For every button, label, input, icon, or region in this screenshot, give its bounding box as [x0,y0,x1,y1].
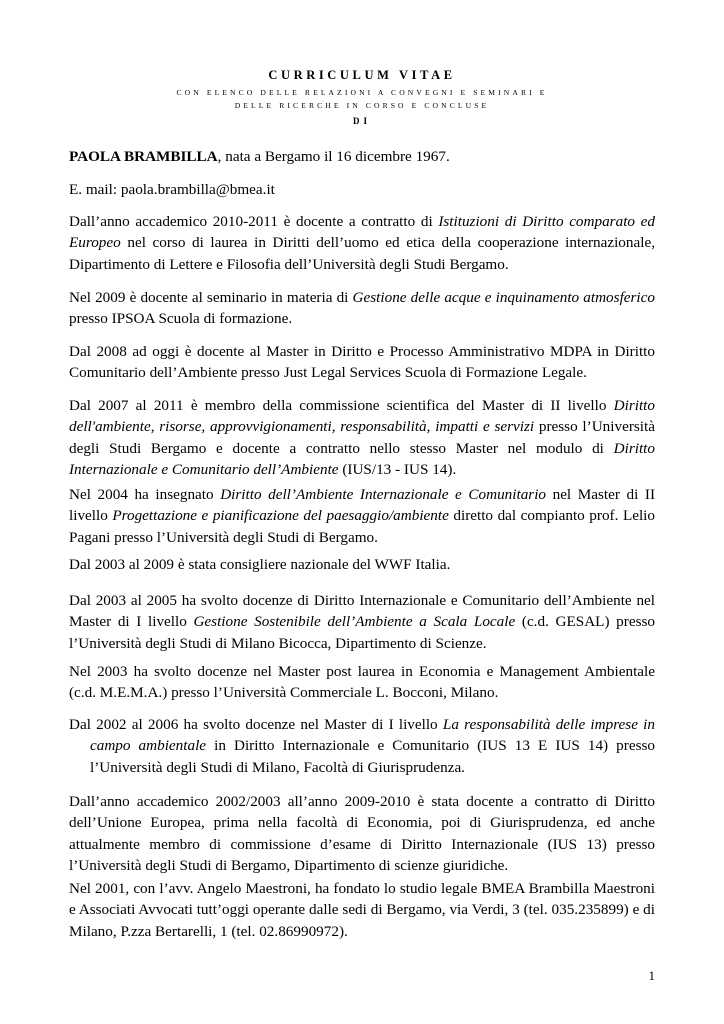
document-title: CURRICULUM VITAE [268,68,456,82]
text: Dal 2002 al 2006 ha svolto docenze nel Master di I livello [69,716,443,733]
text: nel corso di laurea in Diritti dell’uomo ed etica della cooperazione internazionale, Dipartimento di Lettere e Filosofia dell’Università degli Studi Bergamo. [69,234,655,273]
master-title: Gestione Sostenibile dell’Ambiente a Scala Locale [193,613,516,631]
text: nel Master di II livello [69,486,655,525]
paragraph-2008: Dal 2008 ad oggi è docente al Master in Diritto e Processo Amministrativo MDPA in Diritto Comunitario dell’Ambiente presso Just Legal Services Scuola di Formazione Legale. [69,343,655,382]
subtitle-line-1: CON ELENCO DELLE RELAZIONI A CONVEGNI E SEMINARI E [176,88,548,97]
text: Dall’anno accademico 2010-2011 è docente a contratto di [69,213,439,230]
text: presso l’Università degli Studi Bergamo e docente a contratto nello stesso Master nel modulo di [69,418,655,457]
text: Nel 2004 ha insegnato [69,486,221,503]
master-title: La responsabilità delle imprese in campo ambientale [90,716,655,755]
text: (c.d. GESAL) presso l’Università degli Studi di Milano Bicocca, Dipartimento di Scienze. [69,613,655,652]
paragraph-2004 [69,484,655,548]
text: presso IPSOA Scuola di formazione. [69,310,293,328]
paragraph-2002-2003: Dall’anno accademico 2002/2003 all’anno 2009-2010 è stata docente a contratto di Diritto dell’Unione Europea, prima nella facoltà di Economia, poi di Giurisprudenza, ed anche attualmente membro di commissione d’esame di Diritto Internazionale (IUS 13) presso l’Università degli Studi di Bergamo, Dipartimento di scienze giuridiche. [69,793,655,875]
subtitle-di: DI [352,116,371,126]
text: Nel 2009 è docente al seminario in materia di [69,289,353,306]
paragraph-wwf: Dal 2003 al 2009 è stata consigliere nazionale del WWF Italia. [69,556,451,573]
paragraph-name-birth [69,146,655,167]
paragraph-2002-2006 [69,714,655,778]
page-number: 1 [648,968,655,983]
text: Dal 2007 al 2011 è membro della commissione scientifica del Master di II livello [69,397,614,414]
master-title: Progettazione e pianificazione del paesaggio/ambiente [112,507,449,525]
subtitle-line-2: DELLE RICERCHE IN CORSO E CONCLUSE [234,101,490,110]
text: in Diritto Internazionale e Comunitario (IUS 13 E IUS 14) presso l’Università degli Studi di Milano, Facoltà di Giurisprudenza. [90,737,655,776]
text: Dal 2003 al 2005 ha svolto docenze di Diritto Internazionale e Comunitario dell’Ambiente nel Master di I livello [69,592,655,631]
seminar-title: Gestione delle acque e inquinamento atmosferico [352,289,655,306]
paragraph-2007 [69,395,655,481]
paragraph-2009 [69,287,655,330]
paragraph-2003-2005 [69,590,655,654]
paragraph-2001: Nel 2001, con l’avv. Angelo Maestroni, ha fondato lo studio legale BMEA Brambilla Maestroni e Associati Avvocati tutt’oggi operante dalle sedi di Bergamo, via Verdi, 3 (tel. 035.235899) e di Milano, P.zza Bertarelli, 1 (tel. 02.86990972). [69,880,655,940]
document-page [69,0,655,1024]
birth-info: , nata a Bergamo il 16 dicembre 1967. [217,148,450,165]
course-title: Istituzioni di Diritto comparato ed Europeo [69,213,655,252]
module-title: Diritto Internazionale e Comunitario dell’Ambiente [69,439,655,479]
person-name: PAOLA BRAMBILLA [69,148,218,165]
master-title: Diritto dell'ambiente, risorse, approvvigionamenti, responsabilità, impatti e servizi [69,397,655,436]
text: diretto dal compianto prof. Lelio Pagani presso l’Università degli Studi di Bergamo. [69,507,655,546]
paragraph-2003: Nel 2003 ha svolto docenze nel Master post laurea in Economia e Management Ambientale (c.d. M.E.M.A.) presso l’Università Commerciale L. Bocconi, Milano. [69,663,655,702]
paragraph-2010 [69,211,655,275]
course-title: Diritto dell’Ambiente Internazionale e Comunitario [220,486,547,503]
paragraph-email: E. mail: paola.brambilla@bmea.it [69,181,275,198]
text: (IUS/13 - IUS 14). [338,461,457,479]
